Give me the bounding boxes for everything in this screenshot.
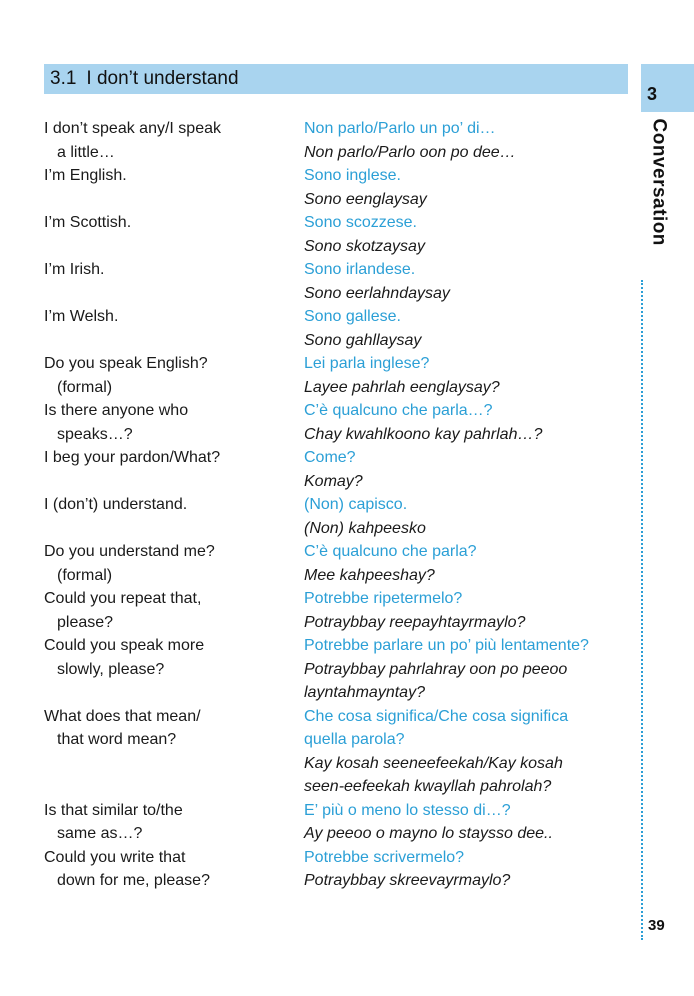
phrase-row (44, 117, 634, 164)
phrase-row (44, 587, 634, 634)
italian-phrase-continued: quella parola? (304, 731, 405, 748)
english-phrase: I beg your pardon/What? (44, 449, 221, 466)
section-number: 3.1 (50, 68, 77, 89)
pronunciation: Potraybbay reepayhtayrmaylo? (304, 613, 526, 631)
english-phrase: I’m English. (44, 167, 127, 184)
margin-dotted-rule (641, 280, 643, 940)
italian-phrase: Sono inglese. (304, 167, 401, 184)
italian-phrase: E’ più o meno lo stesso di…? (304, 801, 511, 819)
pronunciation: Sono eerlahndaysay (304, 284, 450, 302)
phrase-row (44, 634, 634, 705)
phrase-list (44, 117, 634, 893)
pronunciation: Potraybbay pahrlahray oon po peeoo (304, 660, 568, 678)
phrase-row (44, 799, 634, 846)
chapter-label (644, 120, 668, 265)
italian-phrase: Potrebbe ripetermelo? (304, 590, 463, 607)
italian-phrase: Non parlo/Parlo un po’ di… (304, 120, 496, 137)
phrase-row (44, 446, 634, 493)
italian-phrase: C’è qualcuno che parla…? (304, 402, 493, 419)
pronunciation-continued: seen-eefeekah kwayllah pahrolah? (304, 778, 552, 795)
pronunciation: Non parlo/Parlo oon po dee… (304, 143, 516, 161)
pronunciation: Sono skotzaysay (304, 237, 425, 255)
pronunciation: Mee kahpeeshay? (304, 566, 435, 584)
english-phrase: Do you speak English? (formal) (44, 355, 208, 396)
pronunciation: Potraybbay skreevayrmaylo? (304, 872, 511, 889)
english-phrase: Is there anyone who speaks…? (44, 402, 189, 443)
italian-phrase: C’è qualcuno che parla? (304, 543, 477, 560)
italian-phrase: Sono scozzese. (304, 214, 417, 231)
pronunciation: Layee pahrlah eenglaysay? (304, 378, 500, 396)
english-phrase: Could you speak more slowly, please? (44, 637, 205, 678)
chapter-number: 3 (647, 84, 658, 104)
page-number: 39 (648, 917, 665, 934)
phrase-row (44, 846, 634, 893)
italian-phrase: Lei parla inglese? (304, 355, 430, 372)
phrase-row (44, 352, 634, 399)
english-phrase: Is that similar to/the same as…? (44, 801, 183, 842)
italian-phrase: Potrebbe scrivermelo? (304, 848, 465, 866)
italian-phrase: Come? (304, 449, 356, 466)
italian-phrase: Sono gallese. (304, 308, 401, 325)
italian-phrase: (Non) capisco. (304, 496, 408, 513)
english-phrase: Could you repeat that, please? (44, 590, 202, 631)
phrase-row (44, 705, 634, 799)
english-phrase: I (don’t) understand. (44, 496, 188, 513)
pronunciation: Komay? (304, 472, 363, 490)
pronunciation: (Non) kahpeesko (304, 519, 426, 537)
pronunciation: Sono eenglaysay (304, 190, 427, 208)
italian-phrase: Potrebbe parlare un po’ più lentamente? (304, 637, 589, 654)
section-header (44, 64, 628, 94)
phrase-row (44, 211, 634, 258)
english-phrase: I don’t speak any/I speak a little… (44, 120, 221, 161)
italian-phrase: Sono irlandese. (304, 261, 416, 278)
phrase-row (44, 258, 634, 305)
phrase-row (44, 399, 634, 446)
phrase-row (44, 493, 634, 540)
english-phrase: I’m Irish. (44, 261, 105, 278)
phrase-row (44, 164, 634, 211)
italian-phrase: Che cosa significa/Che cosa significa (304, 707, 569, 725)
pronunciation-continued: layntahmayntay? (304, 684, 425, 701)
english-phrase: Could you write that down for me, please? (44, 848, 210, 889)
english-phrase: I’m Scottish. (44, 214, 132, 231)
phrase-row (44, 305, 634, 352)
pronunciation: Sono gahllaysay (304, 331, 422, 349)
pronunciation: Chay kwahlkoono kay pahrlah…? (304, 425, 543, 443)
section-title: I don’t understand (86, 68, 239, 89)
chapter-tab (641, 64, 694, 112)
chapter-title: Conversation (648, 118, 670, 246)
pronunciation: Ay peeoo o mayno lo staysso dee.. (304, 825, 553, 842)
phrase-row (44, 540, 634, 587)
pronunciation: Kay kosah seeneefeekah/Kay kosah (304, 754, 563, 772)
english-phrase: What does that mean/ that word mean? (44, 707, 201, 748)
english-phrase: I’m Welsh. (44, 308, 119, 325)
english-phrase: Do you understand me? (formal) (44, 543, 215, 584)
